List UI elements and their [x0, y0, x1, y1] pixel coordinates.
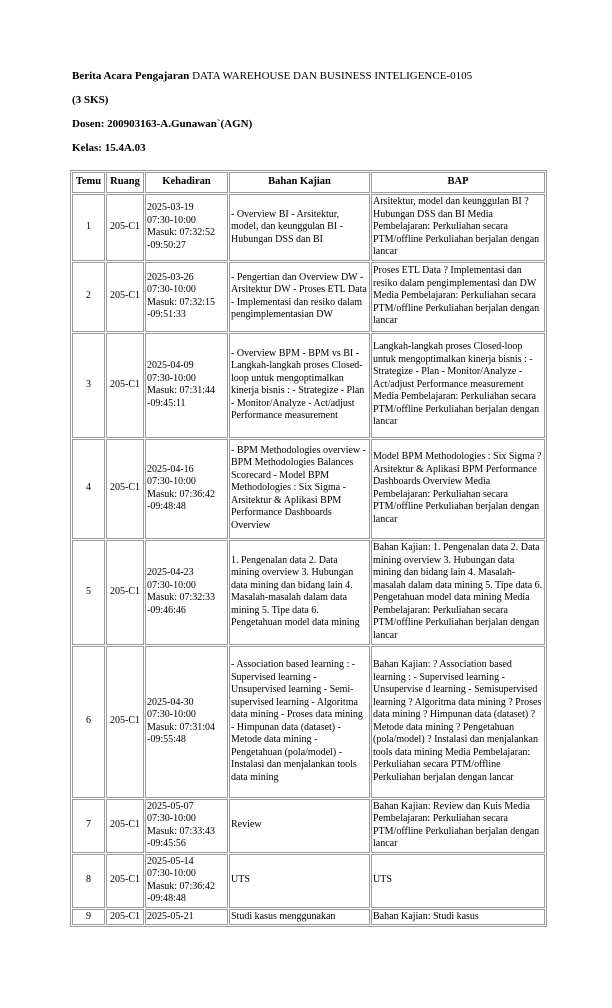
cell-bahan-kajian: - Overview BPM - BPM vs BI - Langkah-langkah proses Closed-loop untuk mengoptimalkan kinerja bisnis : - Strategize - Plan - Monitor/Analyze - Act/adjust Performance measurement	[229, 333, 370, 438]
cell-temu: 8	[72, 854, 105, 908]
table-row	[72, 909, 545, 926]
cell-bap: Langkah-langkah proses Closed-loop untuk mengoptimalkan kinerja bisnis : - Strategize - Plan - Monitor/Analyze - Act/adjust Performance measurement Media Pembelajaran: Perkuliahan secara PTM/offline Perkuliahan berjalan dengan lancar	[371, 333, 545, 438]
col-bahan-kajian: Bahan Kajian	[229, 172, 370, 193]
course-name: DATA WAREHOUSE DAN BUSINESS INTELIGENCE-0105	[192, 70, 473, 82]
cell-kehadiran	[145, 262, 228, 332]
table-row	[72, 333, 545, 438]
table-row	[72, 194, 545, 261]
cell-ruang: 205-C1	[106, 646, 144, 798]
cell-temu: 3	[72, 333, 105, 438]
cell-temu: 6	[72, 646, 105, 798]
cell-bap: Proses ETL Data ? Implementasi dan resiko dalam pengimplementasi dan DW Media Pembelajaran: Perkuliahan secara PTM/offline Perkuliahan berjalan dengan lancar	[371, 262, 545, 332]
cell-ruang: 205-C1	[106, 262, 144, 332]
cell-temu: 4	[72, 439, 105, 539]
document-header	[72, 70, 472, 166]
col-temu: Temu	[72, 172, 105, 193]
cell-bap: UTS	[371, 854, 545, 908]
keluar: -09:48:48	[147, 893, 186, 904]
cell-ruang: 205-C1	[106, 909, 144, 926]
cell-bahan-kajian: - Pengertian dan Overview DW - Arsitektur DW - Proses ETL Data - Implementasi dan resiko dalam pengimplementasian DW	[229, 262, 370, 332]
tanggal: 2025-04-16	[147, 463, 194, 475]
masuk: Masuk: 07:32:52	[147, 227, 216, 239]
jam: 07:30-10:00	[147, 868, 196, 879]
cell-kehadiran	[145, 540, 228, 645]
tanggal: 2025-04-09	[147, 360, 194, 371]
masuk: Masuk: 07:32:33	[147, 592, 216, 603]
dosen-label: Dosen:	[72, 118, 105, 130]
table-row	[72, 439, 545, 539]
cell-ruang: 205-C1	[106, 333, 144, 438]
masuk: Masuk: 07:36:42	[147, 880, 216, 892]
tanggal: 2025-03-26	[147, 271, 194, 283]
jam: 07:30-10:00	[147, 284, 196, 295]
cell-kehadiran	[145, 439, 228, 539]
cell-ruang: 205-C1	[106, 194, 144, 261]
title-label: Berita Acara Pengajaran	[72, 70, 190, 82]
sks-value: (3 SKS)	[72, 94, 109, 106]
cell-temu: 1	[72, 194, 105, 261]
table-row	[72, 799, 545, 853]
keluar: -09:45:11	[147, 397, 186, 409]
tanggal: 2025-05-14	[147, 855, 194, 867]
table-row	[72, 854, 545, 908]
col-kehadiran: Kehadiran	[145, 172, 228, 193]
cell-bahan-kajian: Studi kasus menggunakan	[229, 909, 370, 926]
keluar: -09:48:48	[147, 501, 186, 512]
cell-bap: Bahan Kajian: Studi kasus	[371, 909, 545, 926]
attendance-table	[70, 170, 547, 927]
cell-kehadiran	[145, 799, 228, 853]
cell-temu: 5	[72, 540, 105, 645]
cell-bap: Bahan Kajian: 1. Pengenalan data 2. Data mining overview 3. Hubungan data mining dan bidang lain 4. Masalah-masalah dalam data mining 5. Tipe data 6. Pengetahuan model data mining Media Pembelajaran: Perkuliahan secara PTM/offline Perkuliahan berjalan dengan lancar	[371, 540, 545, 645]
sks-line	[72, 94, 472, 107]
title-line	[72, 70, 472, 83]
cell-bahan-kajian: - Association based learning : - Supervised learning - Unsupervised learning - Semi-supervised learning - Algoritma data mining - Proses data mining - Himpunan data (dataset) - Metode data mining - Pengetahuan (pola/model) - Instalasi dan menjalankan tools data mining	[229, 646, 370, 798]
cell-bap: Bahan Kajian: Review dan Kuis Media Pembelajaran: Perkuliahan secara PTM/offline Perkuliahan berjalan dengan lancar	[371, 799, 545, 853]
cell-kehadiran	[145, 646, 228, 798]
cell-bap: Bahan Kajian: ? Association based learning : - Supervised learning - Unsupervise d learning - Semisupervised learning ? Algoritma data mining ? Proses data mining ? Himpunan data (dataset) ? Metode data mining ? Pengetahuan (pola/model) ? Instalasi dan menjalankan tools data mining Media Pembelajaran: Perkuliahan secara PTM/offline Perkuliahan berjalan dengan lancar	[371, 646, 545, 798]
cell-temu: 7	[72, 799, 105, 853]
table-row	[72, 262, 545, 332]
tanggal: 2025-04-23	[147, 567, 194, 578]
col-bap: BAP	[371, 172, 545, 193]
kelas-label: Kelas:	[72, 142, 102, 154]
keluar: -09:51:33	[147, 309, 186, 320]
masuk: Masuk: 07:31:04	[147, 721, 216, 733]
col-ruang: Ruang	[106, 172, 144, 193]
jam: 07:30-10:00	[147, 813, 196, 824]
tanggal: 2025-05-21	[147, 910, 194, 922]
dosen-value: 200903163-A.Gunawan`(AGN)	[107, 118, 253, 130]
cell-temu: 9	[72, 909, 105, 926]
table-header-row	[72, 172, 545, 193]
masuk: Masuk: 07:32:15	[147, 296, 216, 308]
dosen-line	[72, 118, 472, 131]
keluar: -09:50:27	[147, 239, 186, 251]
keluar: -09:55:48	[147, 734, 186, 745]
cell-bap: Arsitektur, model dan keunggulan BI ? Hubungan DSS dan BI Media Pembelajaran: Perkuliahan secara PTM/offline Perkuliahan berjalan dengan lancar	[371, 194, 545, 261]
cell-bahan-kajian: - BPM Methodologies overview - BPM Methodologies Balances Scorecard - Model BPM Methodologies : Six Sigma - Arsitektur & Aplikasi BPM Performance Dashboards Overview	[229, 439, 370, 539]
masuk: Masuk: 07:31:44	[147, 385, 216, 396]
jam: 07:30-10:00	[147, 214, 196, 226]
jam: 07:30-10:00	[147, 476, 196, 487]
kelas-value: 15.4A.03	[104, 142, 146, 154]
cell-ruang: 205-C1	[106, 540, 144, 645]
tanggal: 2025-04-30	[147, 696, 194, 708]
cell-bahan-kajian: UTS	[229, 854, 370, 908]
tanggal: 2025-05-07	[147, 800, 194, 812]
cell-bahan-kajian: - Overview BI - Arsitektur, model, dan keunggulan BI - Hubungan DSS dan BI	[229, 194, 370, 261]
masuk: Masuk: 07:33:43	[147, 825, 216, 837]
cell-bahan-kajian: Review	[229, 799, 370, 853]
tanggal: 2025-03-19	[147, 202, 194, 214]
jam: 07:30-10:00	[147, 709, 196, 720]
cell-ruang: 205-C1	[106, 439, 144, 539]
cell-kehadiran	[145, 333, 228, 438]
cell-ruang: 205-C1	[106, 854, 144, 908]
keluar: -09:45:56	[147, 838, 186, 849]
cell-kehadiran	[145, 194, 228, 261]
cell-bap: Model BPM Methodologies : Six Sigma ? Arsitektur & Aplikasi BPM Performance Dashboards Overview Media Pembelajaran: Perkuliahan secara PTM/offline Perkuliahan berjalan dengan lancar	[371, 439, 545, 539]
cell-temu: 2	[72, 262, 105, 332]
table-row	[72, 646, 545, 798]
jam: 07:30-10:00	[147, 372, 196, 384]
cell-kehadiran	[145, 854, 228, 908]
jam: 07:30-10:00	[147, 579, 196, 591]
cell-ruang: 205-C1	[106, 799, 144, 853]
cell-kehadiran	[145, 909, 228, 926]
kelas-line	[72, 142, 472, 155]
keluar: -09:46:46	[147, 604, 186, 616]
cell-bahan-kajian: 1. Pengenalan data 2. Data mining overview 3. Hubungan data mining dan bidang lain 4. Masalah-masalah dalam data mining 5. Tipe data 6. Pengetahuan model data mining	[229, 540, 370, 645]
table-row	[72, 540, 545, 645]
masuk: Masuk: 07:36:42	[147, 488, 216, 500]
